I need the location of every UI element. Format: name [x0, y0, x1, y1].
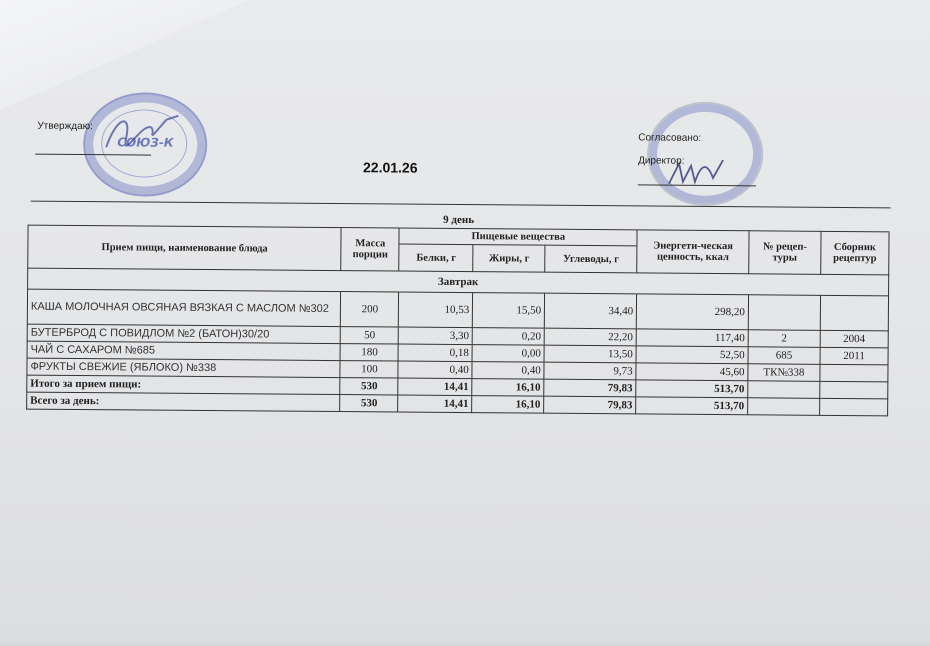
dish-protein: 10,53 — [399, 292, 473, 328]
dish-recipe — [748, 295, 820, 331]
dish-energy: 117,40 — [636, 329, 748, 347]
total-meal-protein: 14,41 — [398, 378, 472, 396]
dish-mass: 200 — [341, 292, 399, 327]
dish-carbs: 22,20 — [544, 328, 636, 346]
total-day-fat: 16,10 — [472, 396, 544, 414]
total-day-protein: 14,41 — [398, 395, 472, 413]
dish-protein: 0,40 — [398, 361, 472, 379]
dish-recipe: 685 — [748, 347, 820, 365]
dish-mass: 100 — [340, 361, 398, 378]
dish-mass: 50 — [341, 327, 399, 344]
dish-name: БУТЕРБРОД С ПОВИДЛОМ №2 (БАТОН)30/20 — [27, 324, 341, 343]
col-dish-header: Прием пищи, наименование блюда — [28, 225, 342, 270]
total-meal-collection — [820, 381, 888, 399]
total-day-carbs: 79,83 — [544, 396, 636, 414]
dish-mass: 180 — [340, 344, 398, 361]
menu-table — [26, 209, 890, 417]
dish-fat: 0,00 — [472, 345, 544, 363]
approve-label: Утверждаю: — [37, 120, 94, 133]
dish-carbs: 34,40 — [545, 293, 637, 329]
stamp-text: СОЮЗ-К — [117, 135, 174, 150]
day-title: 9 день — [28, 209, 889, 232]
total-meal-mass: 530 — [340, 378, 398, 395]
dish-name: ФРУКТЫ СВЕЖИЕ (ЯБЛОКО) №338 — [27, 358, 341, 377]
dish-name: ЧАЙ С САХАРОМ №685 — [27, 341, 341, 360]
dish-collection: 2011 — [820, 347, 888, 365]
dish-protein: 0,18 — [398, 344, 472, 362]
total-day-energy: 513,70 — [636, 397, 748, 415]
dish-collection — [820, 364, 888, 382]
total-meal-carbs: 79,83 — [544, 379, 636, 397]
dish-energy: 52,50 — [636, 346, 748, 364]
dish-protein: 3,30 — [399, 327, 473, 345]
director-label: Директор: — [638, 155, 685, 167]
dish-recipe: ТК№338 — [748, 364, 820, 382]
total-day-label: Всего за день: — [27, 392, 341, 411]
dish-carbs: 13,50 — [544, 345, 636, 363]
menu-date: 22.01.26 — [362, 159, 418, 176]
col-nutrients-header: Пищевые вещества — [399, 228, 637, 246]
dish-carbs: 9,73 — [544, 362, 636, 380]
col-mass-header: Масса порции — [341, 228, 399, 271]
col-collection-header: Сборник рецептур — [821, 231, 889, 275]
total-meal-recipe — [748, 381, 820, 399]
total-meal-energy: 513,70 — [636, 380, 748, 398]
total-day-recipe — [748, 398, 820, 416]
col-fat-header: Жиры, г — [473, 245, 545, 273]
total-meal-fat: 16,10 — [472, 379, 544, 397]
dish-collection: 2004 — [820, 330, 888, 348]
dish-recipe: 2 — [748, 330, 820, 348]
dish-name: КАША МОЛОЧНАЯ ОВСЯНАЯ ВЯЗКАЯ С МАСЛОМ №302 — [27, 289, 341, 326]
dish-collection — [820, 295, 888, 331]
dish-fat: 15,50 — [473, 293, 545, 329]
section-title: Завтрак — [28, 268, 889, 296]
dish-energy: 45,60 — [636, 363, 748, 381]
agreed-label: Согласовано: — [638, 132, 702, 144]
total-meal-label: Итого за прием пищи: — [27, 375, 341, 394]
dish-energy: 298,20 — [636, 294, 748, 330]
total-day-mass: 530 — [340, 395, 398, 412]
col-energy-header: Энергети-ческая ценность, ккал — [637, 230, 749, 274]
header-divider — [31, 201, 891, 209]
col-carbs-header: Углеводы, г — [545, 245, 637, 273]
dish-fat: 0,20 — [472, 328, 544, 346]
dish-fat: 0,40 — [472, 362, 544, 380]
col-recipe-header: № рецеп-туры — [749, 231, 821, 275]
total-day-collection — [820, 398, 888, 416]
left-signature-icon — [96, 107, 186, 158]
col-protein-header: Белки, г — [399, 244, 473, 272]
